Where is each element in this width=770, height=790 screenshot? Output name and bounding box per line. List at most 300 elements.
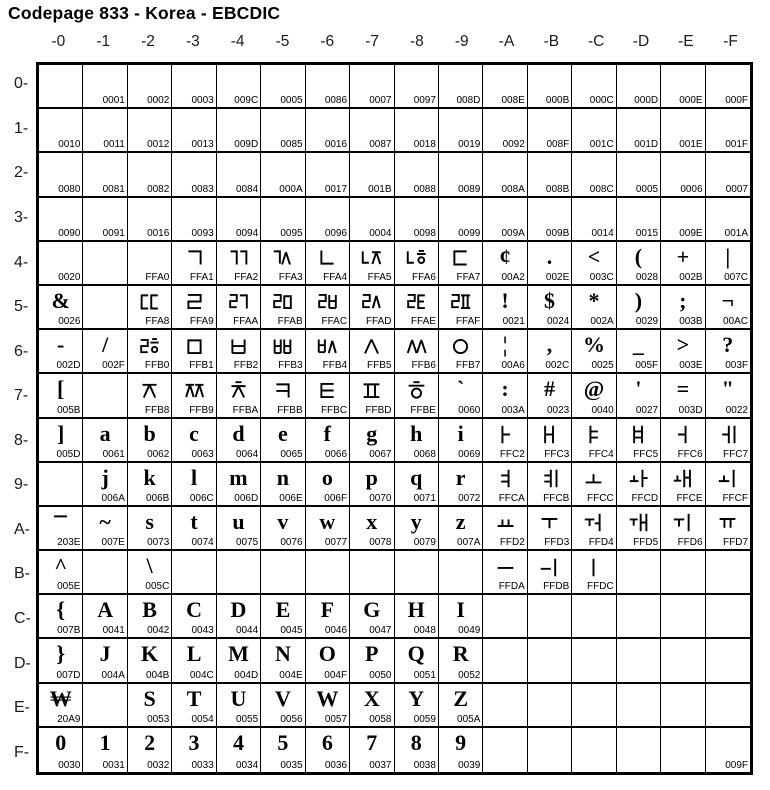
cell-FC xyxy=(572,728,616,772)
cell-code: 0052 xyxy=(458,669,481,681)
cell-F4 xyxy=(217,728,261,772)
cell-glyph xyxy=(572,419,615,449)
cell-DA xyxy=(483,639,527,683)
cell-glyph xyxy=(661,551,704,581)
cell-3B xyxy=(528,198,572,242)
cell-glyph xyxy=(706,551,750,581)
cell-glyph xyxy=(261,109,304,139)
cell-A9 xyxy=(439,507,483,551)
cell-glyph xyxy=(217,109,260,139)
cell-glyph: 6 xyxy=(321,729,333,755)
cell-86 xyxy=(306,419,350,463)
row-header-6: 6- xyxy=(14,342,29,360)
cell-1A xyxy=(483,109,527,153)
cell-code: 0088 xyxy=(413,183,436,195)
cell-code: FFB9 xyxy=(189,404,214,416)
hangul-jamo-icon xyxy=(139,380,160,401)
cell-glyph: 5 xyxy=(277,729,289,755)
hangul-jamo-icon xyxy=(184,291,205,312)
row-headers xyxy=(14,62,38,775)
cell-glyph: ' xyxy=(635,376,642,402)
cell-code: 0056 xyxy=(280,713,303,725)
cell-glyph: N xyxy=(274,641,291,667)
cell-glyph xyxy=(528,198,571,228)
cell-glyph xyxy=(483,419,526,449)
cell-glyph: ? xyxy=(722,332,734,358)
cell-code: 0015 xyxy=(635,227,659,239)
cell-4F xyxy=(706,242,750,286)
hangul-jamo-icon xyxy=(450,336,471,357)
cell-D4 xyxy=(217,639,261,683)
cell-code: 0066 xyxy=(324,448,348,460)
cell-7B xyxy=(528,374,572,418)
cell-glyph xyxy=(439,65,482,95)
cell-3D xyxy=(617,198,661,242)
cell-glyph xyxy=(483,551,526,581)
cell-code: 000D xyxy=(634,95,659,107)
cell-glyph: T xyxy=(186,685,202,711)
cell-code: 003C xyxy=(589,271,614,283)
cell-65 xyxy=(261,330,305,374)
cell-code: 0022 xyxy=(725,404,748,416)
hangul-jamo-icon xyxy=(539,468,560,489)
cell-code: 008D xyxy=(456,95,481,107)
hangul-jamo-icon xyxy=(495,468,516,489)
cell-2C xyxy=(572,153,616,197)
cell-glyph xyxy=(306,242,349,272)
cell-code: 002C xyxy=(545,360,570,372)
cell-glyph: # xyxy=(544,376,556,402)
cell-code: FFB3 xyxy=(278,360,303,372)
cell-code: 003E xyxy=(679,360,703,372)
cell-glyph: ¢ xyxy=(499,243,511,269)
cell-97 xyxy=(350,463,394,507)
hangul-jamo-icon xyxy=(272,380,293,401)
cell-code: 0086 xyxy=(324,95,348,107)
cell-89 xyxy=(439,419,483,463)
cell-code: FFBD xyxy=(365,404,392,416)
cell-glyph xyxy=(261,330,304,360)
cell-79 xyxy=(439,374,483,418)
cell-code: FFD7 xyxy=(723,537,748,549)
cell-glyph xyxy=(661,684,704,714)
cell-glyph: < xyxy=(587,243,601,269)
cell-glyph: - xyxy=(57,332,65,358)
cell-A7 xyxy=(350,507,394,551)
cell-EE xyxy=(661,684,705,728)
cell-5D xyxy=(617,286,661,330)
cell-code: 0061 xyxy=(102,448,125,460)
cell-14 xyxy=(217,109,261,153)
cell-glyph xyxy=(350,374,393,404)
cell-glyph xyxy=(261,65,304,95)
cell-code: 0026 xyxy=(58,316,81,328)
cell-code: 005A xyxy=(457,713,481,725)
row-header-C: C- xyxy=(14,610,31,628)
cell-code: 0032 xyxy=(147,760,170,771)
cell-C3 xyxy=(172,595,216,639)
cell-A1 xyxy=(83,507,127,551)
cell-glyph: % xyxy=(582,332,605,358)
cell-glyph xyxy=(617,419,660,449)
cell-glyph xyxy=(350,330,393,360)
cell-0C xyxy=(572,65,616,109)
cell-59 xyxy=(439,286,483,330)
cell-47 xyxy=(350,242,394,286)
cell-glyph: Z xyxy=(453,685,468,711)
hangul-jamo-icon xyxy=(717,424,738,445)
cell-C8 xyxy=(395,595,439,639)
cell-glyph xyxy=(617,153,660,183)
cell-glyph: s xyxy=(145,508,154,534)
cell-36 xyxy=(306,198,350,242)
cell-glyph: f xyxy=(323,420,331,446)
cell-glyph xyxy=(617,728,660,758)
cell-glyph xyxy=(395,153,438,183)
cell-E1 xyxy=(83,684,127,728)
cell-glyph xyxy=(350,153,393,183)
cell-glyph: l xyxy=(190,464,198,490)
cell-glyph xyxy=(217,198,260,228)
cell-5B xyxy=(528,286,572,330)
cell-code: 0033 xyxy=(191,760,214,771)
cell-glyph: [ xyxy=(57,376,65,402)
cell-glyph: R xyxy=(452,641,469,667)
cell-glyph: ` xyxy=(456,376,465,402)
col-header-2: -2 xyxy=(141,33,155,50)
cell-glyph xyxy=(572,507,615,537)
cell-glyph xyxy=(528,507,571,537)
cell-glyph: v xyxy=(277,508,289,534)
cell-glyph xyxy=(483,507,526,537)
cell-code: FFD3 xyxy=(544,537,570,549)
cell-glyph xyxy=(83,551,126,581)
cell-glyph: 7 xyxy=(366,729,378,755)
cell-33 xyxy=(172,198,216,242)
cell-glyph: k xyxy=(143,464,156,490)
hangul-jamo-icon xyxy=(184,336,205,357)
cell-glyph xyxy=(217,286,260,316)
hangul-jamo-icon xyxy=(583,468,604,489)
cell-11 xyxy=(83,109,127,153)
cell-code: 006A xyxy=(101,492,125,504)
cell-code: 0016 xyxy=(324,139,348,151)
cell-glyph: o xyxy=(321,464,333,490)
cell-1E xyxy=(661,109,705,153)
cell-55 xyxy=(261,286,305,330)
cell-code: 0089 xyxy=(458,183,481,195)
cell-98 xyxy=(395,463,439,507)
cell-46 xyxy=(306,242,350,286)
cell-code: 0098 xyxy=(413,227,436,239)
cell-glyph: 0 xyxy=(55,729,67,755)
cell-1D xyxy=(617,109,661,153)
cell-code: 006F xyxy=(324,492,348,504)
cell-code: FFA1 xyxy=(189,271,214,283)
cell-code: 0041 xyxy=(102,625,125,637)
col-header-1: -1 xyxy=(96,33,111,50)
cell-FA xyxy=(483,728,527,772)
cell-code: 009B xyxy=(545,227,570,239)
cell-glyph xyxy=(83,109,126,139)
cell-D7 xyxy=(350,639,394,683)
cell-09 xyxy=(439,65,483,109)
cell-71 xyxy=(83,374,127,418)
cell-code: 0018 xyxy=(413,139,436,151)
cell-glyph: y xyxy=(410,508,422,534)
cell-glyph: ~ xyxy=(99,508,111,534)
cell-glyph: J xyxy=(99,641,111,667)
cell-BA xyxy=(483,551,527,595)
cell-29 xyxy=(439,153,483,197)
cell-glyph: : xyxy=(501,376,509,402)
cell-code: FFB0 xyxy=(144,360,170,372)
cell-7E xyxy=(661,374,705,418)
cell-code: FFA9 xyxy=(189,316,214,328)
cell-code: 004A xyxy=(101,669,125,681)
cell-D0 xyxy=(39,639,83,683)
cell-F1 xyxy=(83,728,127,772)
row-header-0: 0- xyxy=(14,75,29,93)
cell-code: 0063 xyxy=(191,448,214,460)
cell-0E xyxy=(661,65,705,109)
cell-code: FFBE xyxy=(410,404,436,416)
cell-code: FFDA xyxy=(498,581,525,593)
cell-3E xyxy=(661,198,705,242)
cell-code: 006C xyxy=(189,492,214,504)
cell-37 xyxy=(350,198,394,242)
cell-glyph xyxy=(706,153,750,183)
cell-glyph xyxy=(395,65,438,95)
cell-glyph xyxy=(572,684,615,714)
cell-glyph xyxy=(39,198,82,228)
cell-CA xyxy=(483,595,527,639)
cell-4D xyxy=(617,242,661,286)
cell-glyph xyxy=(661,639,704,669)
cell-E6 xyxy=(306,684,350,728)
cell-38 xyxy=(395,198,439,242)
row-header-A: A- xyxy=(14,520,30,538)
cell-glyph: x xyxy=(366,508,378,534)
cell-code: 001F xyxy=(725,139,748,151)
cell-B3 xyxy=(172,551,216,595)
cell-glyph: | xyxy=(725,243,731,269)
cell-9F xyxy=(706,463,750,507)
cell-code: FFAB xyxy=(277,316,303,328)
hangul-jamo-icon xyxy=(139,336,160,357)
cell-glyph: + xyxy=(676,243,690,269)
cell-code: 0046 xyxy=(324,625,348,637)
cell-code: 0045 xyxy=(280,625,303,637)
cell-code: FFA0 xyxy=(145,271,170,283)
cell-code: 0043 xyxy=(191,625,214,637)
cell-07 xyxy=(350,65,394,109)
cell-glyph xyxy=(350,242,393,272)
cell-code: 0038 xyxy=(413,760,436,771)
cell-glyph xyxy=(439,551,482,581)
cell-glyph xyxy=(572,639,615,669)
cell-CD xyxy=(617,595,661,639)
cell-code: FFC5 xyxy=(633,448,659,460)
cell-code: 20A9 xyxy=(57,713,81,725)
cell-glyph xyxy=(39,153,82,183)
cell-21 xyxy=(83,153,127,197)
cell-80 xyxy=(39,419,83,463)
cell-code: 0042 xyxy=(147,625,170,637)
cell-code: FFC3 xyxy=(544,448,570,460)
col-header-D: -D xyxy=(632,33,650,50)
cell-glyph: ¬ xyxy=(721,287,735,313)
cell-63 xyxy=(172,330,216,374)
cell-code: 0036 xyxy=(324,760,348,771)
cell-code: FFCA xyxy=(498,492,525,504)
cell-glyph: . xyxy=(546,243,553,269)
cell-glyph: ] xyxy=(57,420,65,446)
cell-code: 0087 xyxy=(369,139,392,151)
cell-C0 xyxy=(39,595,83,639)
cell-BC xyxy=(572,551,616,595)
cell-glyph xyxy=(528,728,571,758)
cell-glyph xyxy=(261,153,304,183)
cell-glyph xyxy=(306,198,349,228)
cell-glyph: I xyxy=(456,597,465,623)
cell-code: 001D xyxy=(634,139,659,151)
cell-glyph xyxy=(261,198,304,228)
cell-code: 0012 xyxy=(147,139,170,151)
cell-01 xyxy=(83,65,127,109)
cell-2A xyxy=(483,153,527,197)
cell-glyph xyxy=(661,463,704,493)
cell-code: 000C xyxy=(589,95,614,107)
cell-glyph xyxy=(439,242,482,272)
cell-CF xyxy=(706,595,750,639)
cell-0D xyxy=(617,65,661,109)
cell-glyph: D xyxy=(230,597,247,623)
hangul-jamo-icon xyxy=(539,424,560,445)
cell-glyph: 9 xyxy=(455,729,467,755)
hangul-jamo-icon xyxy=(317,247,338,268)
hangul-jamo-icon xyxy=(272,247,293,268)
cell-glyph xyxy=(83,242,126,272)
cell-glyph xyxy=(350,109,393,139)
hangul-jamo-icon xyxy=(628,424,649,445)
cell-7F xyxy=(706,374,750,418)
cell-code: 00A2 xyxy=(501,271,525,283)
cell-code: 001A xyxy=(724,227,748,239)
cell-code: 0095 xyxy=(280,227,303,239)
cell-glyph xyxy=(572,153,615,183)
cell-code: 004E xyxy=(279,669,303,681)
cell-73 xyxy=(172,374,216,418)
cell-code: 0034 xyxy=(235,760,259,771)
cell-F5 xyxy=(261,728,305,772)
hangul-jamo-icon xyxy=(361,247,382,268)
cell-code: 009D xyxy=(234,139,259,151)
cell-E7 xyxy=(350,684,394,728)
cell-code: 0005 xyxy=(280,95,303,107)
cell-glyph: t xyxy=(190,508,198,534)
cell-code: 006E xyxy=(279,492,303,504)
hangul-jamo-icon xyxy=(628,512,649,533)
cell-96 xyxy=(306,463,350,507)
cell-27 xyxy=(350,153,394,197)
cell-glyph: e xyxy=(278,420,288,446)
cell-D1 xyxy=(83,639,127,683)
cell-glyph xyxy=(217,551,260,581)
cell-code: 0074 xyxy=(191,537,214,549)
cell-code: FFB5 xyxy=(367,360,392,372)
cell-glyph xyxy=(617,551,660,581)
cell-glyph: & xyxy=(51,287,70,313)
cell-glyph xyxy=(395,242,438,272)
cell-glyph xyxy=(172,286,215,316)
cell-glyph: W xyxy=(316,685,339,711)
cell-code: 003B xyxy=(679,316,703,328)
cell-35 xyxy=(261,198,305,242)
cell-glyph xyxy=(483,595,526,625)
cell-glyph xyxy=(217,153,260,183)
cell-glyph: ) xyxy=(634,287,643,313)
col-header-E: -E xyxy=(678,33,694,50)
cell-48 xyxy=(395,242,439,286)
cell-code: 0082 xyxy=(147,183,170,195)
col-header-A: -A xyxy=(498,33,515,50)
cell-glyph: j xyxy=(101,464,109,490)
cell-code: FFA2 xyxy=(234,271,259,283)
cell-6E xyxy=(661,330,705,374)
cell-glyph xyxy=(483,109,526,139)
cell-glyph xyxy=(439,153,482,183)
cell-glyph: 8 xyxy=(410,729,422,755)
cell-code: FFCC xyxy=(587,492,614,504)
cell-code: 0080 xyxy=(58,183,81,195)
cell-58 xyxy=(395,286,439,330)
hangul-jamo-icon xyxy=(272,291,293,312)
cell-glyph: d xyxy=(232,420,245,446)
cell-glyph xyxy=(528,684,571,714)
cell-glyph xyxy=(172,153,215,183)
cell-glyph: n xyxy=(276,464,290,490)
col-header-C: -C xyxy=(587,33,605,50)
cell-B5 xyxy=(261,551,305,595)
cell-E8 xyxy=(395,684,439,728)
cell-code: FFDC xyxy=(587,581,614,593)
cell-B9 xyxy=(439,551,483,595)
cell-code: 0076 xyxy=(280,537,303,549)
cell-B7 xyxy=(350,551,394,595)
hangul-jamo-icon xyxy=(317,336,338,357)
cell-glyph xyxy=(439,330,482,360)
cell-F9 xyxy=(439,728,483,772)
cell-6A xyxy=(483,330,527,374)
cell-glyph xyxy=(617,684,660,714)
cell-code: 009C xyxy=(234,95,259,107)
cell-A6 xyxy=(306,507,350,551)
cell-glyph: * xyxy=(588,287,600,313)
cell-88 xyxy=(395,419,439,463)
cell-5E xyxy=(661,286,705,330)
cell-1F xyxy=(706,109,750,153)
cell-B4 xyxy=(217,551,261,595)
cell-glyph: a xyxy=(99,420,111,446)
cell-glyph xyxy=(528,419,571,449)
cell-code: 0044 xyxy=(235,625,259,637)
cell-glyph xyxy=(706,65,750,95)
cell-code: 008C xyxy=(589,183,614,195)
cell-BF xyxy=(706,551,750,595)
cell-glyph: g xyxy=(366,420,378,446)
hangul-jamo-icon xyxy=(495,557,516,578)
